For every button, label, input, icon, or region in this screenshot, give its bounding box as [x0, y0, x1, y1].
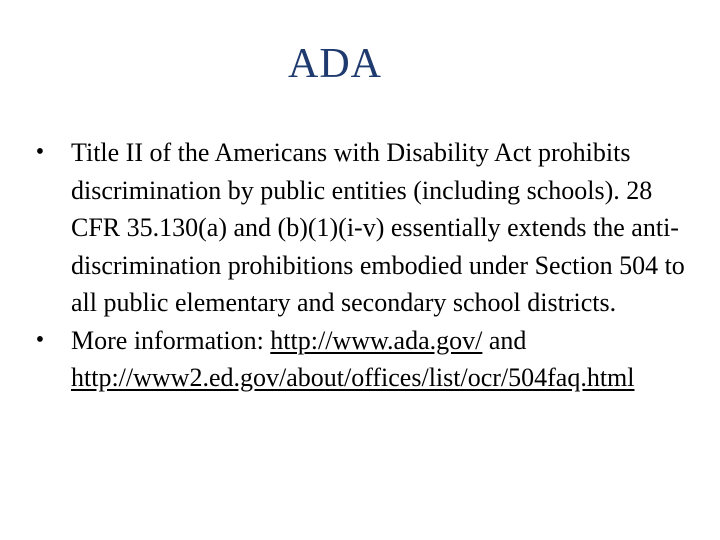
- bullet-text: Title II of the Americans with Disability Act prohibits discrimination by public entities (including schools). 28 CFR 35.130(a) and (b)(1)(i-v) essentially extends the anti-discrimination prohibitions embodied under Section 504 to all public elementary and secondary school districts.: [71, 138, 685, 317]
- ed-gov-504-faq-link[interactable]: http://www2.ed.gov/about/offices/list/ocr/504faq.html: [71, 363, 635, 392]
- bullet-item-more-info: [30, 322, 690, 397]
- more-info-and: and: [482, 325, 527, 355]
- bullet-list: [30, 134, 690, 397]
- slide-title-text: ADA: [288, 41, 382, 87]
- slide-title: [0, 38, 720, 90]
- more-info-prefix: More information:: [71, 325, 271, 355]
- bullet-icon: •: [35, 139, 45, 165]
- bullet-icon: •: [35, 326, 45, 353]
- bullet-item-title-ii: [30, 134, 690, 322]
- ada-gov-link[interactable]: http://www.ada.gov/: [270, 325, 483, 355]
